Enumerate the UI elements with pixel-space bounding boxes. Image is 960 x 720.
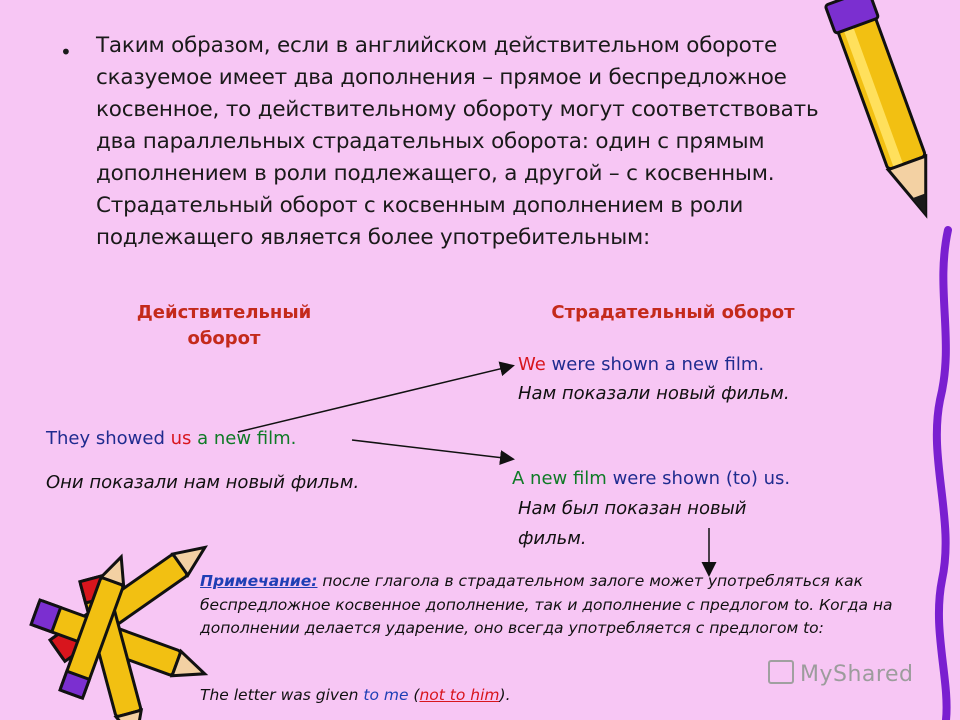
active-example-part3: a new film. bbox=[191, 428, 297, 449]
bullet: • bbox=[60, 40, 72, 64]
active-example-part2: us bbox=[170, 428, 192, 449]
active-example bbox=[46, 428, 296, 449]
note-text: после глагола в страдательном залоге может употребляться как беспредложное косвенное дополнение, так и дополнение с предлогом to. Когда на дополнении делается ударение, оно всегда употребляется с предлогом to: bbox=[200, 572, 893, 637]
active-voice-heading bbox=[116, 300, 332, 352]
watermark bbox=[768, 660, 913, 687]
passive-example-2-part1: A new film bbox=[512, 468, 607, 489]
passive-example-2-part2: were shown (to) us. bbox=[606, 468, 791, 489]
note-example-part5: ). bbox=[499, 686, 511, 704]
active-heading-line1: Действительный bbox=[136, 302, 312, 323]
watermark-text: MyShared bbox=[800, 662, 914, 687]
arrow-icon bbox=[352, 440, 512, 459]
active-example-translation: Они показали нам новый фильм. bbox=[46, 472, 360, 493]
watermark-logo-icon bbox=[768, 660, 794, 684]
note-example-part2: to me bbox=[363, 686, 409, 704]
passive-voice-heading: Страдательный оборот bbox=[551, 302, 795, 323]
active-example-part1: They showed bbox=[46, 428, 171, 449]
note-example-part3: ( bbox=[408, 686, 420, 704]
passive-example-2-translation-line1: Нам был показан новый bbox=[518, 498, 747, 519]
main-paragraph: Таким образом, если в английском действительном обороте сказуемое имеет два дополнения – прямое и беспредложное косвенное, то действительному обороту могут соответствовать два параллельных страдательных оборота: один с прямым дополнением в роли подлежащего, а другой – с косвенным. Страдательный оборот с косвенным дополнением в роли подлежащего является более употребительным: bbox=[96, 33, 819, 250]
passive-example-1-part1: We bbox=[518, 354, 546, 375]
note-label: Примечание: bbox=[200, 572, 318, 590]
note-example-part4: not to him bbox=[419, 686, 500, 704]
active-heading-line2: оборот bbox=[187, 328, 261, 349]
right-border-wave bbox=[937, 230, 948, 720]
passive-example-1-part2: were shown a new film. bbox=[545, 354, 765, 375]
passive-example-1 bbox=[518, 354, 764, 375]
note-example-part1: The letter was given bbox=[200, 686, 364, 704]
arrow-icon bbox=[238, 366, 512, 432]
passive-example-2 bbox=[512, 468, 790, 489]
pencils-bundle-icon bbox=[31, 537, 212, 720]
passive-example-1-translation: Нам показали новый фильм. bbox=[518, 383, 790, 404]
note-block bbox=[200, 570, 940, 641]
note-example bbox=[200, 686, 511, 704]
passive-example-2-translation-line2: фильм. bbox=[518, 528, 587, 549]
